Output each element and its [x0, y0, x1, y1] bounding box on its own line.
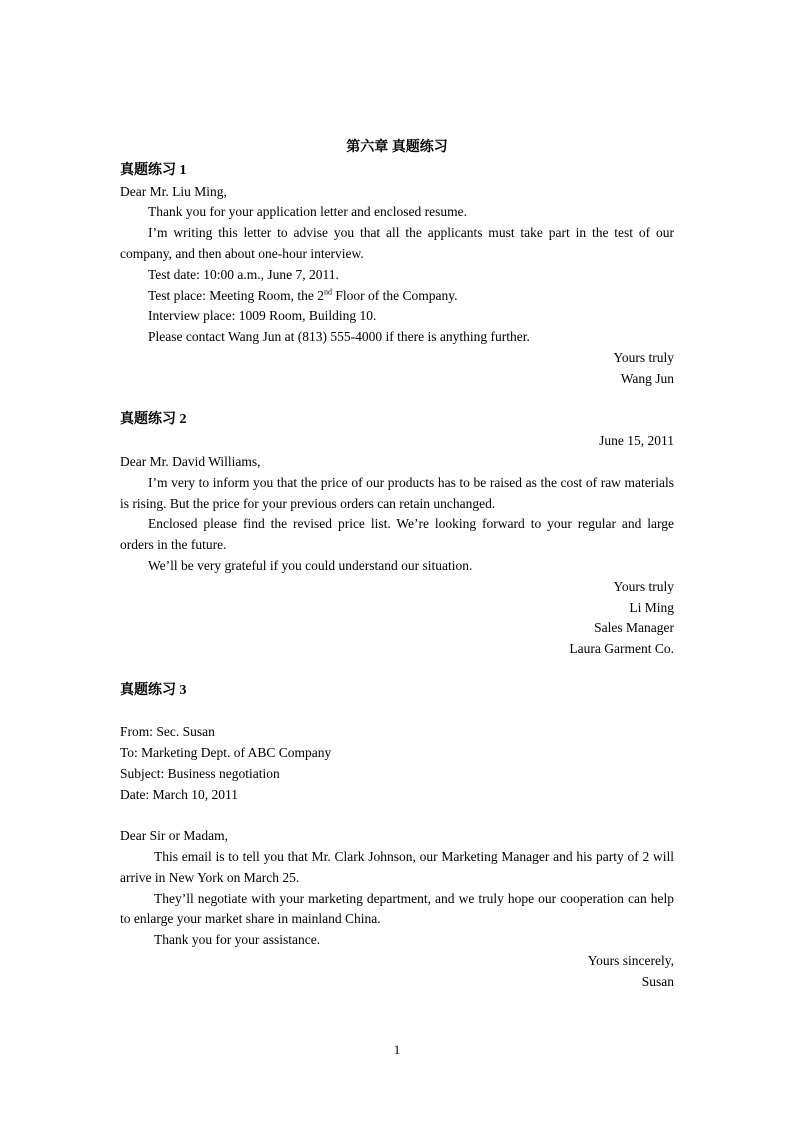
spacer	[120, 806, 674, 827]
email-paragraph-2: They’ll negotiate with your marketing department, and we truly hope our cooperation can help to enlarge your market share in mainland China.	[120, 890, 674, 927]
letter-1-paragraph-2: I’m writing this letter to advise you that all the applicants must take part in the test of our company, and then about one-hour interview.	[120, 225, 674, 261]
spacer	[120, 702, 674, 723]
document-body	[120, 138, 674, 993]
section-2-heading: 真题练习 2	[120, 412, 187, 428]
email-date: Date: March 10, 2011	[120, 786, 238, 802]
test-place-text-end: Floor of the Company.	[332, 287, 458, 303]
letter-2-closing: Yours truly	[613, 578, 674, 594]
letter-2-paragraph-1: I’m very to inform you that the price of our products has to be raised as the cost of raw materials is rising. But the price for your previous orders can retain unchanged.	[120, 474, 674, 511]
letter-1-test-place	[120, 286, 674, 307]
letter-2-paragraph-2: Enclosed please find the revised price list. We’re looking forward to your regular and large orders in the future.	[120, 516, 674, 553]
section-3-heading: 真题练习 3	[120, 682, 187, 698]
letter-1-contact: Please contact Wang Jun at (813) 555-4000 if there is anything further.	[148, 329, 530, 345]
letter-2-name: Li Ming	[629, 599, 674, 615]
letter-2-date: June 15, 2011	[599, 433, 674, 449]
test-place-ordinal: nd	[324, 287, 333, 297]
spacer	[120, 390, 674, 411]
letter-1-interview-place: Interview place: 1009 Room, Building 10.	[148, 308, 377, 324]
chapter-title: 第六章 真题练习	[346, 140, 448, 155]
letter-1-test-date: Test date: 10:00 a.m., June 7, 2011.	[148, 266, 339, 282]
email-signature: Susan	[641, 973, 674, 989]
letter-2-paragraph-3: We’ll be very grateful if you could understand our situation.	[148, 557, 473, 573]
letter-2-salutation: Dear Mr. David Williams,	[120, 453, 261, 469]
letter-1-signature: Wang Jun	[620, 370, 674, 386]
email-paragraph-3: Thank you for your assistance.	[154, 932, 321, 948]
letter-1-salutation: Dear Mr. Liu Ming,	[120, 183, 227, 199]
email-from: From: Sec. Susan	[120, 724, 215, 740]
spacer	[120, 660, 674, 681]
letter-1-closing: Yours truly	[613, 349, 674, 365]
email-closing: Yours sincerely,	[587, 953, 674, 969]
email-salutation: Dear Sir or Madam,	[120, 828, 228, 844]
letter-1-paragraph-1: Thank you for your application letter and enclosed resume.	[148, 204, 468, 220]
email-subject: Subject: Business negotiation	[120, 765, 280, 781]
page-number: 1	[393, 1042, 401, 1057]
email-paragraph-1: This email is to tell you that Mr. Clark Johnson, our Marketing Manager and his party of 2 will arrive in New York on March 25.	[120, 849, 674, 885]
letter-2-position: Sales Manager	[594, 620, 674, 636]
letter-2-company: Laura Garment Co.	[569, 641, 674, 657]
section-1-heading: 真题练习 1	[120, 162, 187, 178]
email-to: To: Marketing Dept. of ABC Company	[120, 745, 332, 761]
test-place-text: Test place: Meeting Room, the 2	[148, 287, 325, 303]
